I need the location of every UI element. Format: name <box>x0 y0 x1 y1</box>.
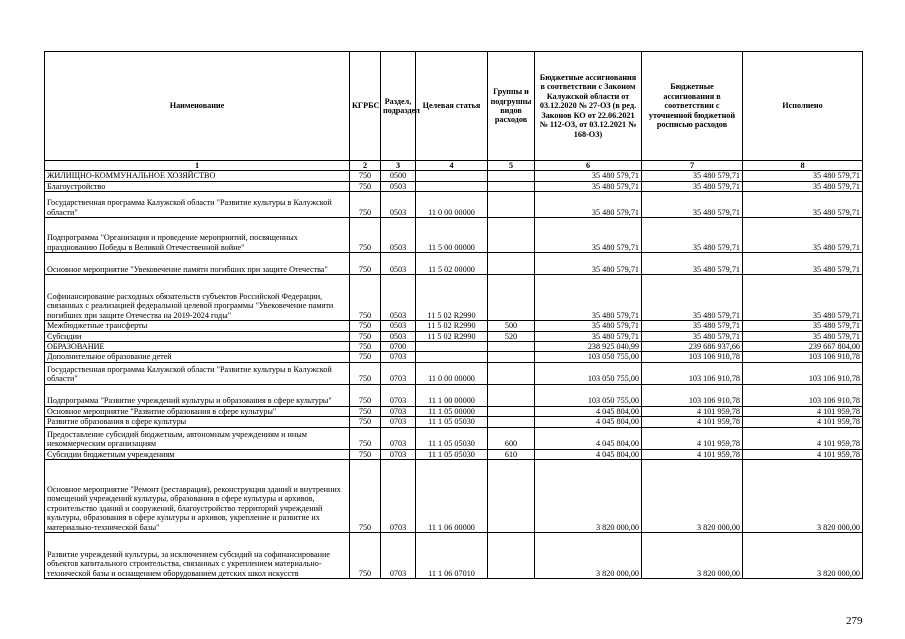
column-number: 8 <box>743 161 863 171</box>
row-executed-cell: 35 480 579,71 <box>743 275 863 321</box>
row-name-cell: Государственная программа Калужской области "Развитие культуры в Калужской области" <box>45 362 350 384</box>
row-kgrbs-cell: 750 <box>350 417 381 427</box>
row-section-cell: 0503 <box>381 275 416 321</box>
row-name-cell: Благоустройство <box>45 181 350 191</box>
row-kgrbs-cell: 750 <box>350 460 381 533</box>
row-section-cell: 0703 <box>381 406 416 416</box>
row-section-cell: 0703 <box>381 417 416 427</box>
row-group-cell <box>488 171 535 181</box>
row-target-cell: 11 5 02 R2990 <box>416 321 488 331</box>
row-allocated-cell: 103 050 755,00 <box>535 352 642 362</box>
table-row <box>45 321 863 331</box>
row-group-cell <box>488 460 535 533</box>
row-target-cell <box>416 181 488 191</box>
row-executed-cell: 35 480 579,71 <box>743 253 863 275</box>
row-allocated-cell: 103 050 755,00 <box>535 362 642 384</box>
row-group-cell <box>488 253 535 275</box>
row-section-cell: 0503 <box>381 192 416 218</box>
row-refined-cell: 3 820 000,00 <box>642 533 743 579</box>
row-refined-cell: 35 480 579,71 <box>642 331 743 341</box>
row-executed-cell: 4 101 959,78 <box>743 406 863 416</box>
row-target-cell <box>416 352 488 362</box>
row-allocated-cell: 35 480 579,71 <box>535 321 642 331</box>
row-section-cell: 0703 <box>381 449 416 459</box>
row-target-cell: 11 1 06 07010 <box>416 533 488 579</box>
row-executed-cell: 35 480 579,71 <box>743 321 863 331</box>
row-allocated-cell: 103 050 755,00 <box>535 384 642 406</box>
row-section-cell: 0503 <box>381 253 416 275</box>
row-target-cell: 11 1 05 05030 <box>416 427 488 449</box>
row-name-cell: Дополнительное образование детей <box>45 352 350 362</box>
row-kgrbs-cell: 750 <box>350 275 381 321</box>
row-kgrbs-cell: 750 <box>350 352 381 362</box>
row-kgrbs-cell: 750 <box>350 171 381 181</box>
row-name-cell: Субсидии <box>45 331 350 341</box>
row-section-cell: 0703 <box>381 362 416 384</box>
row-refined-cell: 4 101 959,78 <box>642 449 743 459</box>
row-name-cell: Субсидии бюджетным учреждениям <box>45 449 350 459</box>
header-section: Раздел, подраздел <box>381 52 416 161</box>
row-name-cell: Развитие учреждений культуры, за исключением субсидий на софинансирование объектов капитального строительства, связанных с укреплением материально-технической базы и оснащением оборудованием детских школ искусств <box>45 533 350 579</box>
header-kgrbs: КГРБС <box>350 52 381 161</box>
row-name-cell: Государственная программа Калужской области "Развитие культуры в Калужской области" <box>45 192 350 218</box>
row-refined-cell: 3 820 000,00 <box>642 460 743 533</box>
row-kgrbs-cell: 750 <box>350 406 381 416</box>
header-allocated: Бюджетные ассигнования в соответствии с Законом Калужской области от 03.12.2020 № 27-ОЗ (в ред. Законов КО от 22.06.2021 № 112-ОЗ, от 03.12.2021 № 168-ОЗ) <box>535 52 642 161</box>
row-target-cell: 11 1 05 00000 <box>416 406 488 416</box>
row-target-cell: 11 0 00 00000 <box>416 192 488 218</box>
row-refined-cell: 103 106 910,78 <box>642 384 743 406</box>
table-row <box>45 533 863 579</box>
row-refined-cell: 35 480 579,71 <box>642 171 743 181</box>
row-refined-cell: 35 480 579,71 <box>642 218 743 253</box>
row-group-cell: 600 <box>488 427 535 449</box>
table-row <box>45 253 863 275</box>
page-number: 279 <box>846 615 863 627</box>
row-group-cell <box>488 533 535 579</box>
row-allocated-cell: 3 820 000,00 <box>535 460 642 533</box>
row-allocated-cell: 4 045 804,00 <box>535 406 642 416</box>
row-kgrbs-cell: 750 <box>350 218 381 253</box>
header-groups: Группы и подгруппы видов расходов <box>488 52 535 161</box>
row-group-cell <box>488 352 535 362</box>
header-executed: Исполнено <box>743 52 863 161</box>
row-name-cell: Подпрограмма "Развитие учреждений культуры и образования в сфере культуры" <box>45 384 350 406</box>
row-allocated-cell: 4 045 804,00 <box>535 427 642 449</box>
row-name-cell: Развитие образования в сфере культуры <box>45 417 350 427</box>
row-kgrbs-cell: 750 <box>350 321 381 331</box>
table-row <box>45 352 863 362</box>
row-refined-cell: 239 686 937,66 <box>642 342 743 352</box>
row-kgrbs-cell: 750 <box>350 192 381 218</box>
row-name-cell: Межбюджетные трансферты <box>45 321 350 331</box>
row-section-cell: 0503 <box>381 331 416 341</box>
row-group-cell <box>488 275 535 321</box>
row-executed-cell: 3 820 000,00 <box>743 460 863 533</box>
row-kgrbs-cell: 750 <box>350 181 381 191</box>
row-target-cell: 11 0 00 00000 <box>416 362 488 384</box>
row-kgrbs-cell: 750 <box>350 362 381 384</box>
table-row <box>45 384 863 406</box>
row-section-cell: 0703 <box>381 427 416 449</box>
row-refined-cell: 35 480 579,71 <box>642 192 743 218</box>
row-section-cell: 0503 <box>381 321 416 331</box>
row-refined-cell: 35 480 579,71 <box>642 253 743 275</box>
table-row <box>45 171 863 181</box>
row-name-cell: Подпрограмма "Организация и проведение мероприятий, посвященных празднованию Победы в Великой Отечественной войне" <box>45 218 350 253</box>
table-row <box>45 449 863 459</box>
row-target-cell: 11 1 00 00000 <box>416 384 488 406</box>
row-executed-cell: 35 480 579,71 <box>743 331 863 341</box>
row-target-cell: 11 1 05 05030 <box>416 449 488 459</box>
row-allocated-cell: 238 925 040,99 <box>535 342 642 352</box>
row-refined-cell: 35 480 579,71 <box>642 321 743 331</box>
row-group-cell: 520 <box>488 331 535 341</box>
column-number: 5 <box>488 161 535 171</box>
budget-table <box>44 51 863 579</box>
table-row <box>45 417 863 427</box>
row-kgrbs-cell: 750 <box>350 449 381 459</box>
table-row <box>45 460 863 533</box>
row-section-cell: 0503 <box>381 181 416 191</box>
row-group-cell <box>488 417 535 427</box>
row-executed-cell: 103 106 910,78 <box>743 384 863 406</box>
table-row <box>45 181 863 191</box>
row-executed-cell: 35 480 579,71 <box>743 171 863 181</box>
row-section-cell: 0703 <box>381 384 416 406</box>
row-group-cell <box>488 406 535 416</box>
row-target-cell <box>416 342 488 352</box>
row-refined-cell: 35 480 579,71 <box>642 181 743 191</box>
header-row <box>45 52 863 161</box>
row-refined-cell: 103 106 910,78 <box>642 362 743 384</box>
table-row <box>45 362 863 384</box>
row-allocated-cell: 35 480 579,71 <box>535 331 642 341</box>
row-name-cell: ЖИЛИЩНО-КОММУНАЛЬНОЕ ХОЗЯЙСТВО <box>45 171 350 181</box>
row-target-cell: 11 1 06 00000 <box>416 460 488 533</box>
row-executed-cell: 103 106 910,78 <box>743 352 863 362</box>
row-name-cell: Основное мероприятие "Развитие образования в сфере культуры" <box>45 406 350 416</box>
row-target-cell: 11 1 05 05030 <box>416 417 488 427</box>
row-allocated-cell: 35 480 579,71 <box>535 171 642 181</box>
column-number: 1 <box>45 161 350 171</box>
row-refined-cell: 4 101 959,78 <box>642 417 743 427</box>
row-refined-cell: 103 106 910,78 <box>642 352 743 362</box>
row-allocated-cell: 35 480 579,71 <box>535 218 642 253</box>
row-target-cell: 11 5 02 R2990 <box>416 331 488 341</box>
row-executed-cell: 4 101 959,78 <box>743 449 863 459</box>
table-row <box>45 331 863 341</box>
row-section-cell: 0703 <box>381 352 416 362</box>
table-row <box>45 427 863 449</box>
table-row <box>45 406 863 416</box>
row-allocated-cell: 35 480 579,71 <box>535 275 642 321</box>
row-kgrbs-cell: 750 <box>350 342 381 352</box>
row-group-cell <box>488 192 535 218</box>
row-kgrbs-cell: 750 <box>350 427 381 449</box>
table-body <box>45 161 863 579</box>
row-group-cell <box>488 362 535 384</box>
row-executed-cell: 4 101 959,78 <box>743 427 863 449</box>
column-number-row <box>45 161 863 171</box>
row-kgrbs-cell: 750 <box>350 533 381 579</box>
row-group-cell <box>488 342 535 352</box>
row-executed-cell: 3 820 000,00 <box>743 533 863 579</box>
table-row <box>45 192 863 218</box>
row-executed-cell: 35 480 579,71 <box>743 181 863 191</box>
row-name-cell: Основное мероприятие "Увековечение памяти погибших при защите Отечества" <box>45 253 350 275</box>
row-refined-cell: 4 101 959,78 <box>642 406 743 416</box>
column-number: 4 <box>416 161 488 171</box>
column-number: 6 <box>535 161 642 171</box>
row-executed-cell: 103 106 910,78 <box>743 362 863 384</box>
row-target-cell: 11 5 02 R2990 <box>416 275 488 321</box>
row-name-cell: Софинансирование расходных обязательств субъектов Российской Федерации, связанных с реализацией федеральной целевой программы "Увековечение памяти погибших при защите Отечества на 2019-2024 годы" <box>45 275 350 321</box>
row-name-cell: Основное мероприятие "Ремонт (реставрация), реконструкция зданий и внутренних помещений учреждений культуры, образования в сфере культуры и архивов, строительство зданий и сооружений, благоустройство территорий учреждений культуры, образования в сфере культуры и архивов, укрепление и развитие их материально-технической базы" <box>45 460 350 533</box>
table-row <box>45 275 863 321</box>
row-executed-cell: 239 667 804,00 <box>743 342 863 352</box>
row-section-cell: 0700 <box>381 342 416 352</box>
row-allocated-cell: 4 045 804,00 <box>535 449 642 459</box>
column-number: 2 <box>350 161 381 171</box>
row-kgrbs-cell: 750 <box>350 253 381 275</box>
row-group-cell: 610 <box>488 449 535 459</box>
row-group-cell <box>488 384 535 406</box>
row-target-cell: 11 5 02 00000 <box>416 253 488 275</box>
row-executed-cell: 4 101 959,78 <box>743 417 863 427</box>
row-group-cell <box>488 218 535 253</box>
row-refined-cell: 35 480 579,71 <box>642 275 743 321</box>
row-refined-cell: 4 101 959,78 <box>642 427 743 449</box>
row-section-cell: 0703 <box>381 460 416 533</box>
row-executed-cell: 35 480 579,71 <box>743 192 863 218</box>
row-name-cell: ОБРАЗОВАНИЕ <box>45 342 350 352</box>
row-executed-cell: 35 480 579,71 <box>743 218 863 253</box>
row-allocated-cell: 35 480 579,71 <box>535 192 642 218</box>
row-target-cell <box>416 171 488 181</box>
header-refined: Бюджетные ассигнования в соответствии с уточненной бюджетной росписью расходов <box>642 52 743 161</box>
column-number: 7 <box>642 161 743 171</box>
header-target: Целевая статья <box>416 52 488 161</box>
row-target-cell: 11 5 00 00000 <box>416 218 488 253</box>
row-section-cell: 0703 <box>381 533 416 579</box>
row-section-cell: 0503 <box>381 218 416 253</box>
row-name-cell: Предоставление субсидий бюджетным, автономным учреждениям и иным некоммерческим организациям <box>45 427 350 449</box>
row-allocated-cell: 3 820 000,00 <box>535 533 642 579</box>
column-number: 3 <box>381 161 416 171</box>
table-row <box>45 342 863 352</box>
row-kgrbs-cell: 750 <box>350 331 381 341</box>
row-allocated-cell: 35 480 579,71 <box>535 253 642 275</box>
row-allocated-cell: 35 480 579,71 <box>535 181 642 191</box>
header-name: Наименование <box>45 52 350 161</box>
row-section-cell: 0500 <box>381 171 416 181</box>
table-row <box>45 218 863 253</box>
row-group-cell <box>488 181 535 191</box>
row-kgrbs-cell: 750 <box>350 384 381 406</box>
row-allocated-cell: 4 045 804,00 <box>535 417 642 427</box>
row-group-cell: 500 <box>488 321 535 331</box>
